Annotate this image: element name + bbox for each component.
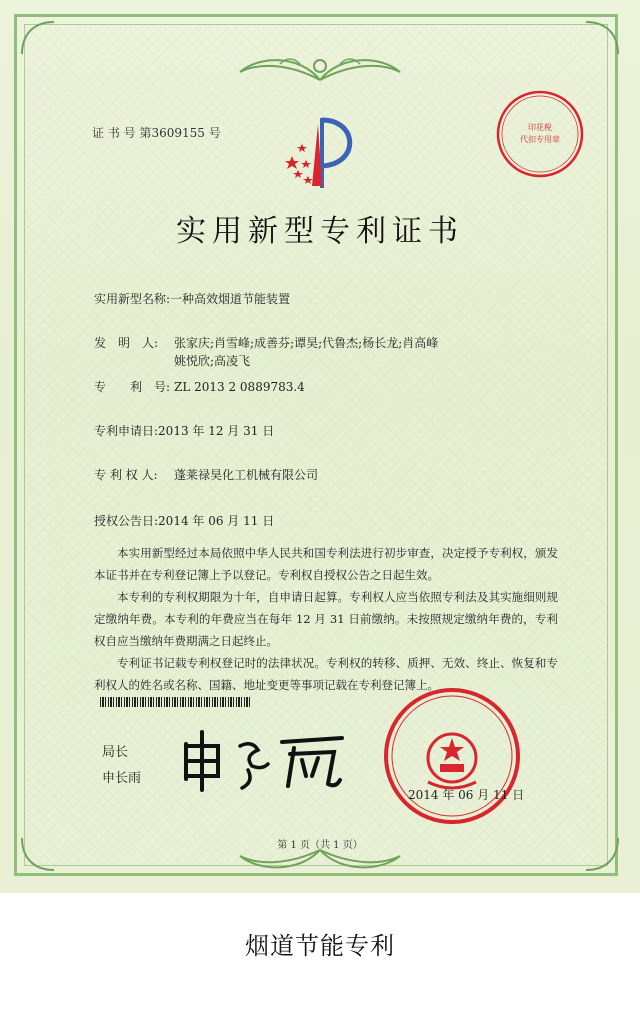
body-paragraph: 专利证书记载专利权登记时的法律状况。专利权的转移、质押、无效、终止、恢复和专利权人的姓名或名称、国籍、地址变更等事项记载在专利登记簿上。 [94, 656, 558, 692]
inventor-label: 发 明 人: [94, 336, 159, 350]
svg-text:代扣专用章: 代扣专用章 [520, 135, 560, 144]
corner-ornament-icon [582, 18, 622, 58]
tax-stamp-seal-icon [494, 88, 586, 180]
certificate-body-text [94, 542, 558, 696]
image-caption: 烟道节能专利 [245, 932, 395, 960]
svg-text:印花税: 印花税 [528, 123, 552, 132]
utility-model-name-row [94, 290, 290, 308]
body-paragraph: 本专利的专利权期限为十年，自申请日起算。专利权人应当依照专利法及其实施细则规定缴纳年费。本专利的年费应当在每年 12 月 31 日前缴纳。未按照规定缴纳年费的，专利权自应当缴纳年费期满之日起终止。 [94, 590, 558, 648]
director-title: 局长 [102, 745, 129, 760]
page-number: 第 1 页（共 1 页） [277, 840, 363, 851]
director-signature-icon [178, 724, 358, 794]
utility-model-name-label: 实用新型名称: [94, 292, 171, 306]
filing-date-label: 专利申请日: [94, 424, 159, 438]
utility-model-name-value: 一种高效烟道节能装置 [170, 292, 291, 306]
certificate-number-suffix: 号 [208, 126, 221, 140]
patentee-value: 蓬莱禄昊化工机械有限公司 [174, 468, 319, 482]
certificate-number-label: 证 书 号 第 [92, 126, 152, 140]
grant-date-row [94, 512, 274, 530]
corner-ornament-icon [18, 18, 58, 58]
inventor-row [94, 334, 438, 370]
director-block [102, 740, 141, 792]
certificate-title: 实用新型专利证书 [176, 214, 464, 249]
patent-office-logo-icon [278, 108, 368, 198]
grant-date-label: 授权公告日: [94, 514, 159, 528]
barcode [100, 697, 250, 707]
inventor-value-line2: 姚悦欣;高凌飞 [174, 354, 251, 368]
inventor-value-line1: 张家庆;肖雪峰;成善芬;谭昊;代鲁杰;杨长龙;肖高峰 [174, 336, 439, 350]
filing-date-row [94, 422, 274, 440]
certificate-number [92, 124, 221, 141]
body-paragraph: 本实用新型经过本局依照中华人民共和国专利法进行初步审查，决定授予专利权，颁发本证书并在专利登记簿上予以登记。专利权自授权公告之日起生效。 [94, 546, 558, 582]
grant-date-value: 2014 年 06 月 11 日 [158, 514, 275, 528]
filing-date-value: 2013 年 12 月 31 日 [158, 424, 275, 438]
patent-number-row [94, 378, 305, 396]
patent-number-value: ZL 2013 2 0889783.4 [174, 380, 305, 394]
patent-office-seal-icon [382, 686, 525, 826]
patent-number-label: 专 利 号: [94, 380, 171, 394]
director-name: 申长雨 [102, 771, 142, 786]
patentee-label: 专 利 权 人: [94, 468, 158, 482]
seal-date: 2014 年 06 月 11 日 [408, 788, 525, 802]
top-ornament-icon [220, 50, 420, 86]
certificate-number-value: 3609155 [151, 126, 205, 140]
patentee-row [94, 466, 318, 484]
